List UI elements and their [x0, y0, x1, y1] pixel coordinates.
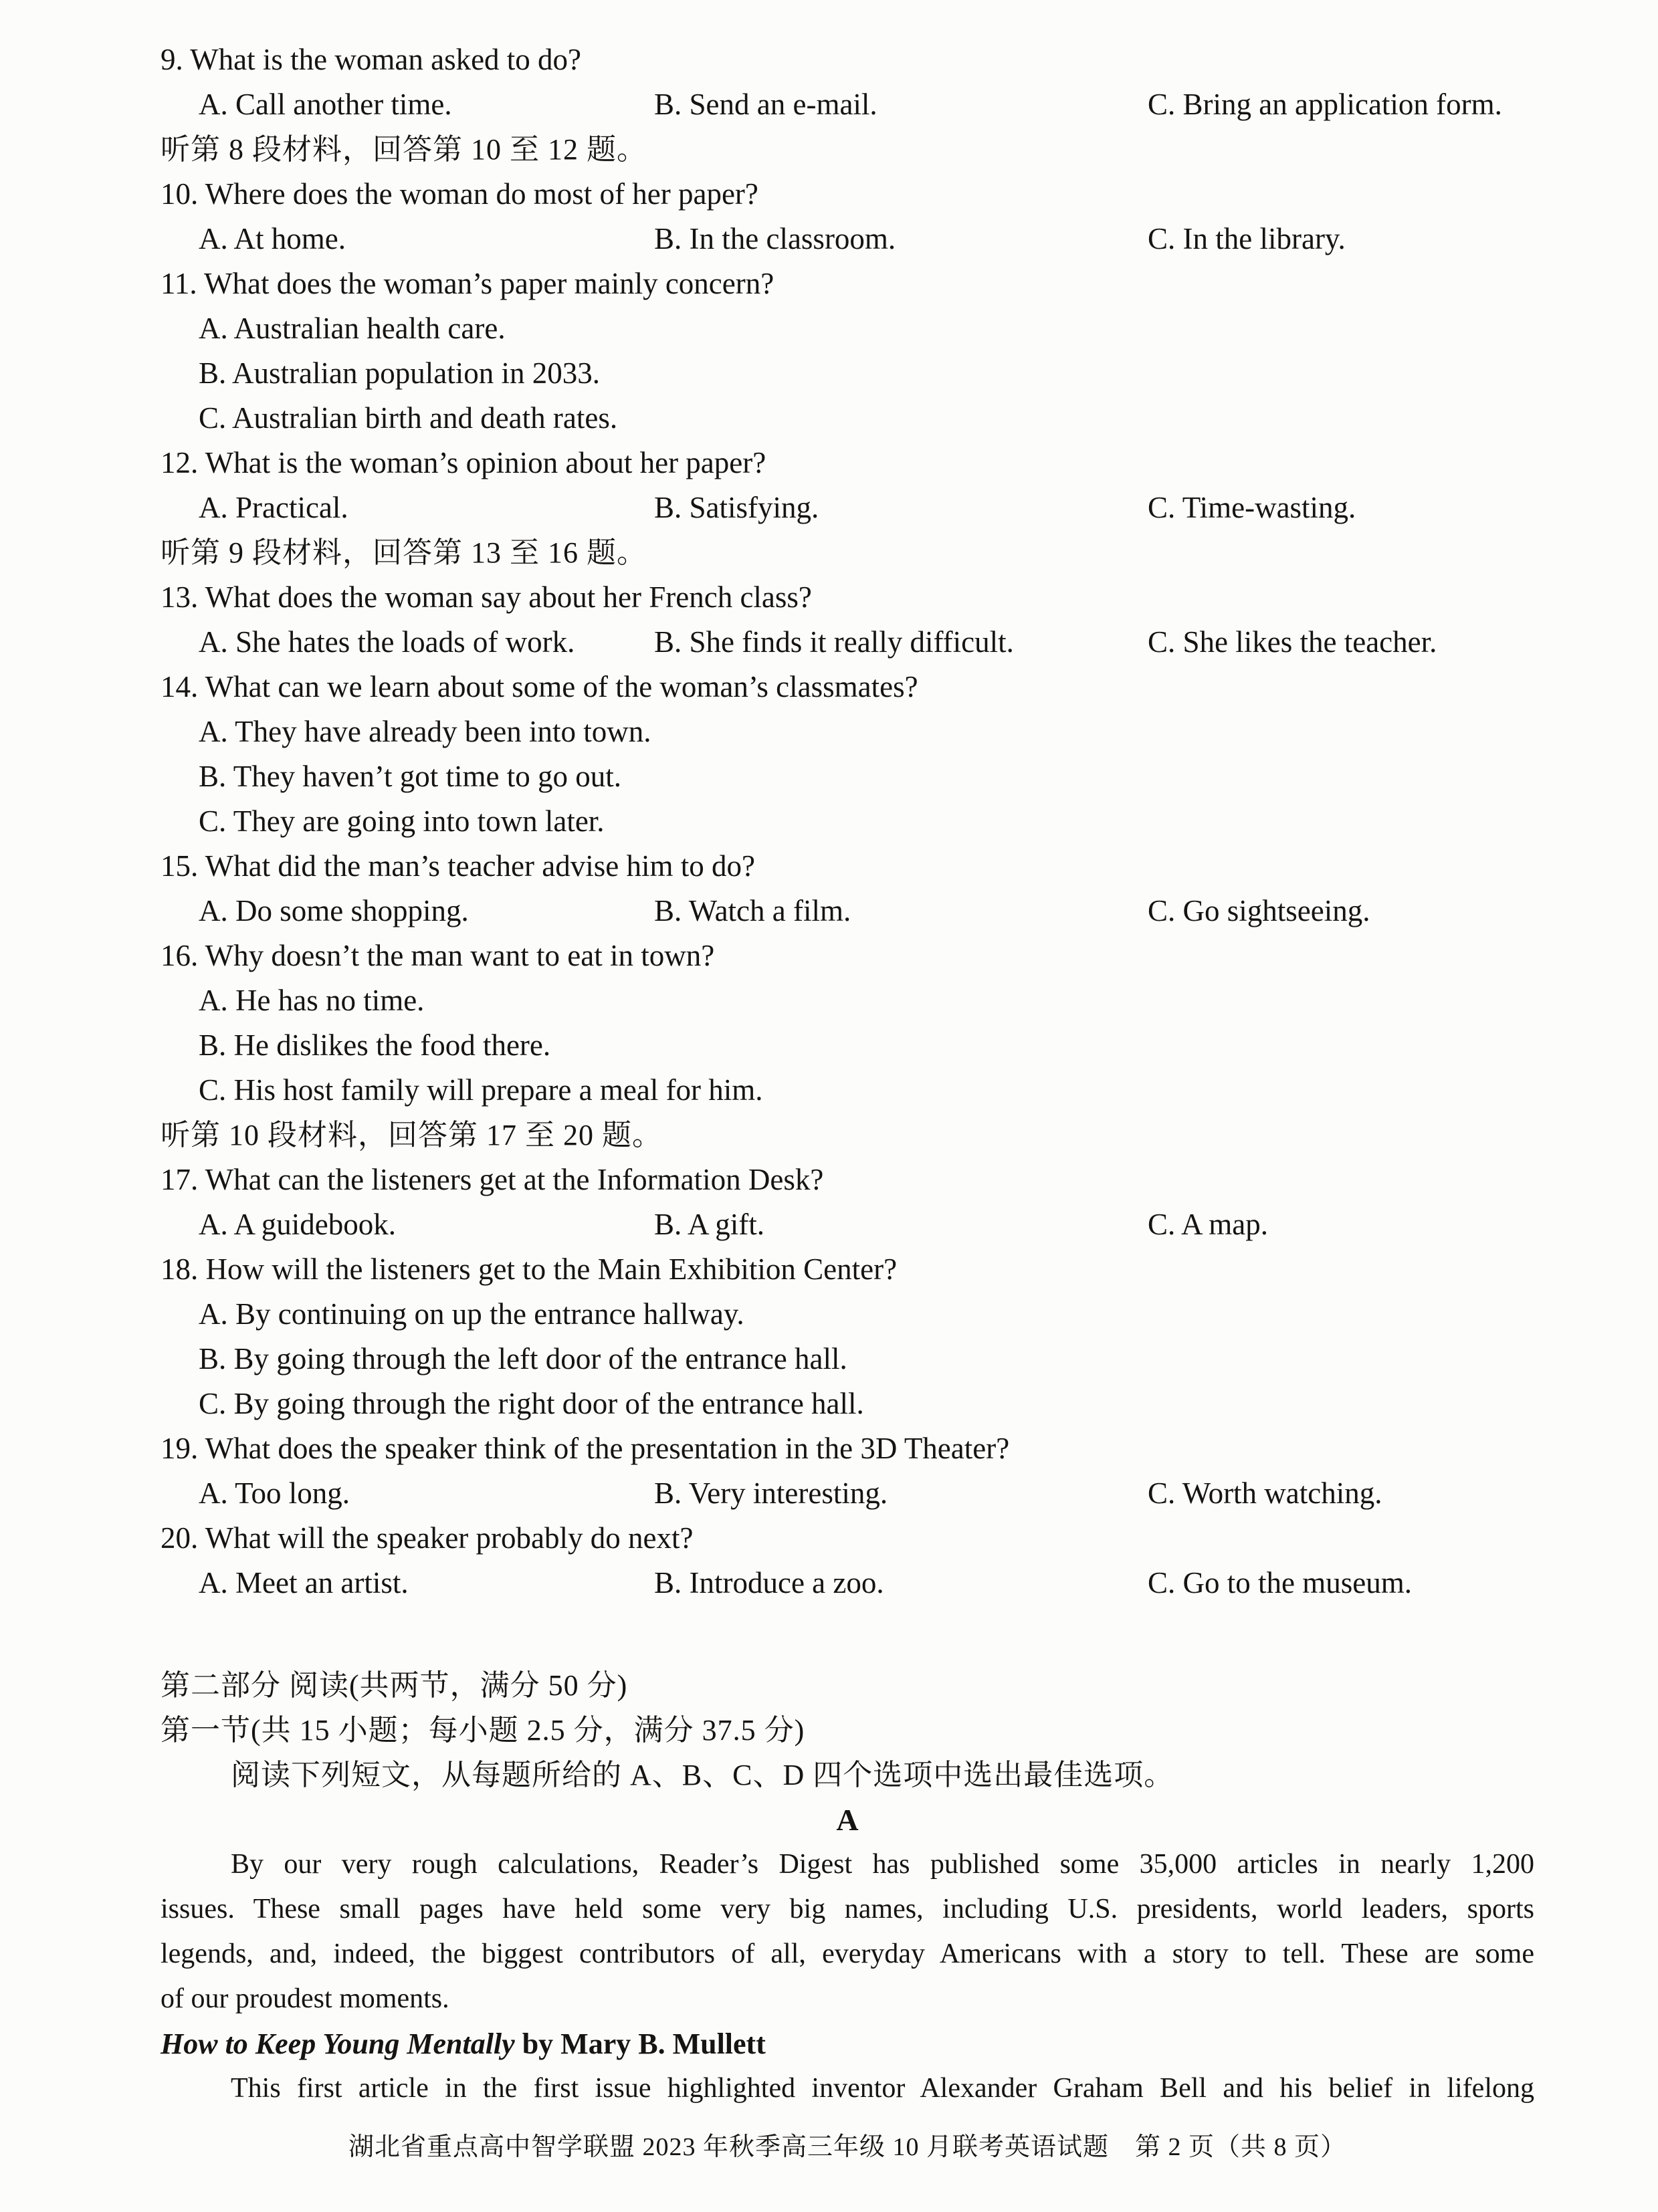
options-row	[161, 485, 1534, 530]
option-line: B. By going through the left door of the entrance hall.	[199, 1342, 847, 1375]
option-b: B. Introduce a zoo.	[654, 1566, 884, 1599]
options-row	[161, 1202, 1534, 1247]
option-line: B. Australian population in 2033.	[199, 356, 600, 390]
question-line: 18. How will the listeners get to the Main Exhibition Center?	[161, 1252, 898, 1286]
question-line: 17. What can the listeners get at the Information Desk?	[161, 1163, 824, 1196]
option-line: A. Australian health care.	[199, 312, 506, 345]
option-c: C. Bring an application form.	[1148, 88, 1502, 121]
listening-blocks	[161, 37, 1534, 1606]
question-line: 9. What is the woman asked to do?	[161, 43, 582, 76]
paragraph-line: issues. These small pages have held some very big names, including U.S. presidents, world leaders, sports	[161, 1894, 1534, 1924]
option-b: B. She finds it really difficult.	[654, 625, 1014, 659]
question-line: 15. What did the man’s teacher advise him to do?	[161, 849, 755, 883]
option-c: C. Go to the museum.	[1148, 1566, 1412, 1599]
option-line: C. His host family will prepare a meal for him.	[199, 1073, 763, 1107]
listening-cue: 听第 8 段材料，回答第 10 至 12 题。	[161, 133, 647, 166]
option-a: A. Practical.	[199, 491, 348, 524]
reading-section	[161, 1663, 1534, 2111]
question-line: 10. Where does the woman do most of her paper?	[161, 177, 758, 211]
option-c: C. A map.	[1148, 1208, 1269, 1241]
option-b: B. A gift.	[654, 1208, 765, 1241]
option-b: B. In the classroom.	[654, 222, 896, 255]
option-b: B. Send an e-mail.	[654, 88, 877, 121]
option-c: C. Worth watching.	[1148, 1476, 1382, 1510]
option-c: C. Go sightseeing.	[1148, 894, 1370, 927]
article-title-italic: How to Keep Young Mentally	[161, 2027, 515, 2060]
article-title-byline: by Mary B. Mullett	[514, 2027, 766, 2060]
option-a: A. Call another time.	[199, 88, 452, 121]
listening-cue: 听第 9 段材料，回答第 13 至 16 题。	[161, 536, 647, 569]
option-b: B. Very interesting.	[654, 1476, 888, 1510]
options-row	[161, 217, 1534, 261]
option-a: A. Too long.	[199, 1476, 350, 1510]
question-line: 19. What does the speaker think of the presentation in the 3D Theater?	[161, 1432, 1010, 1465]
article-title-line	[161, 2021, 1534, 2066]
question-line: 20. What will the speaker probably do next?	[161, 1521, 694, 1555]
part-title: 第二部分 阅读(共两节，满分 50 分)	[161, 1669, 628, 1702]
question-line: 13. What does the woman say about her French class?	[161, 580, 812, 614]
option-a: A. She hates the loads of work.	[199, 625, 575, 659]
listening-cue: 听第 10 段材料，回答第 17 至 20 题。	[161, 1119, 662, 1151]
option-a: A. At home.	[199, 222, 346, 255]
question-line: 11. What does the woman’s paper mainly concern?	[161, 267, 774, 300]
question-line: 12. What is the woman’s opinion about her paper?	[161, 446, 766, 479]
option-line: C. They are going into town later.	[199, 804, 605, 838]
paragraph-line: By our very rough calculations, Reader’s Digest has published some 35,000 articles in nearly 1,200	[231, 1849, 1534, 1880]
option-line: C. Australian birth and death rates.	[199, 401, 618, 435]
option-a: A. Meet an artist.	[199, 1566, 409, 1599]
option-line: A. He has no time.	[199, 984, 425, 1017]
options-row	[161, 889, 1534, 933]
option-c: C. Time-wasting.	[1148, 491, 1356, 524]
option-line: A. They have already been into town.	[199, 715, 651, 748]
option-line: B. They haven’t got time to go out.	[199, 760, 622, 793]
option-b: B. Watch a film.	[654, 894, 851, 927]
option-a: A. A guidebook.	[199, 1208, 397, 1241]
options-row	[161, 620, 1534, 665]
passage-label: A	[836, 1803, 859, 1837]
passage-paragraph	[161, 1842, 1534, 2021]
options-row	[161, 1561, 1534, 1606]
section-title: 第一节(共 15 小题；每小题 2.5 分，满分 37.5 分)	[161, 1714, 805, 1747]
options-row	[161, 1471, 1534, 1516]
passage-continuation-line: This first article in the first issue highlighted inventor Alexander Graham Bell and his belief in lifelong	[231, 2073, 1534, 2104]
options-row	[161, 82, 1534, 127]
question-line: 16. Why doesn’t the man want to eat in town?	[161, 939, 715, 972]
option-line: C. By going through the right door of the entrance hall.	[199, 1387, 864, 1420]
question-line: 14. What can we learn about some of the woman’s classmates?	[161, 670, 918, 703]
option-c: C. She likes the teacher.	[1148, 625, 1437, 659]
option-b: B. Satisfying.	[654, 491, 819, 524]
reading-instructions: 阅读下列短文，从每题所给的 A、B、C、D 四个选项中选出最佳选项。	[231, 1759, 1174, 1791]
option-line: B. He dislikes the food there.	[199, 1028, 551, 1062]
option-a: A. Do some shopping.	[199, 894, 469, 927]
paragraph-line: of our proudest moments.	[161, 1983, 449, 2014]
option-line: A. By continuing on up the entrance hallway.	[199, 1297, 744, 1331]
paragraph-line: legends, and, indeed, the biggest contributors of all, everyday Americans with a story to tell. These are some	[161, 1939, 1534, 1969]
page-footer: 湖北省重点高中智学联盟 2023 年秋季高三年级 10 月联考英语试题 第 2 页（共 8 页）	[348, 2133, 1346, 2161]
option-c: C. In the library.	[1148, 222, 1346, 255]
